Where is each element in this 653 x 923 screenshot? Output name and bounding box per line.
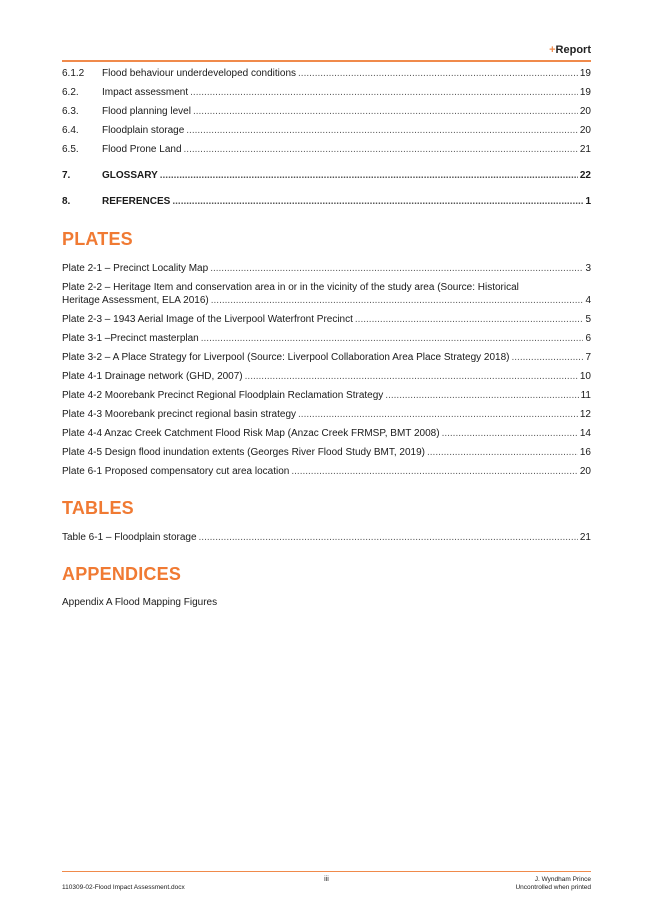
toc-row[interactable]: 6.1.2 Flood behaviour underdeveloped conditions ..... 19 (62, 68, 591, 79)
toc-row[interactable]: 6.2. Impact assessment ..... 19 (62, 87, 591, 98)
plate-entry[interactable]: Plate 4-3 Moorebank precinct regional basin strategy ..... 12 (62, 408, 591, 421)
toc-row[interactable]: 8. REFERENCES ..... 1 (62, 196, 591, 207)
plate-entry[interactable]: Plate 2-1 – Precinct Locality Map ..... 3 (62, 262, 591, 275)
plate-entry[interactable]: Plate 3-2 – A Place Strategy for Liverpool (Source: Liverpool Collaboration Area Place Strategy 2018) ..... 7 (62, 351, 591, 364)
footer-filename: 110309-02-Flood Impact Assessment.docx (62, 884, 185, 891)
footer-divider (62, 871, 591, 872)
appendices-heading: APPENDICES (62, 564, 182, 584)
footer-page-number: iii (324, 876, 329, 883)
plates-heading: PLATES (62, 229, 133, 249)
toc-row[interactable]: 7. GLOSSARY ..... 22 (62, 170, 591, 181)
plate-entry[interactable]: Plate 3-1 –Precinct masterplan ..... 6 (62, 332, 591, 345)
plate-entry[interactable]: Plate 4-4 Anzac Creek Catchment Flood Risk Map (Anzac Creek FRMSP, BMT 2008) ..... 14 (62, 427, 591, 440)
header-report-label: +Report (549, 44, 591, 56)
toc-row[interactable]: 6.4. Floodplain storage ..... 20 (62, 125, 591, 136)
toc-row[interactable]: 6.5. Flood Prone Land ..... 21 (62, 144, 591, 155)
toc-row[interactable]: 6.3. Flood planning level ..... 20 (62, 106, 591, 117)
plate-entry[interactable]: Plate 4-2 Moorebank Precinct Regional Floodplain Reclamation Strategy ..... 11 (62, 389, 591, 402)
header-plus-icon: + (549, 44, 556, 56)
plate-entry[interactable]: Plate 6-1 Proposed compensatory cut area location ..... 20 (62, 465, 591, 478)
plate-entry[interactable]: Plate 2-2 – Heritage Item and conservation area in or in the vicinity of the study area (Source: Historical Heritage Assessment, ELA 2016) ..... 4 (62, 281, 591, 307)
plate-entry[interactable]: Plate 2-3 – 1943 Aerial Image of the Liverpool Waterfront Precinct ..... 5 (62, 313, 591, 326)
page-header (62, 44, 591, 62)
footer-company-block (515, 876, 591, 892)
appendix-entry[interactable]: Appendix A Flood Mapping Figures (62, 597, 218, 608)
plate-entry[interactable]: Plate 4-5 Design flood inundation extents (Georges River Flood Study BMT, 2019) ..... 16 (62, 446, 591, 459)
plate-entry[interactable]: Plate 4-1 Drainage network (GHD, 2007) ..... 10 (62, 370, 591, 383)
footer-company: J. Wyndham Prince (534, 876, 591, 883)
footer-status: Uncontrolled when printed (515, 884, 591, 891)
table-entry[interactable]: Table 6-1 – Floodplain storage ..... 21 (62, 531, 591, 544)
tables-heading: TABLES (62, 498, 134, 518)
